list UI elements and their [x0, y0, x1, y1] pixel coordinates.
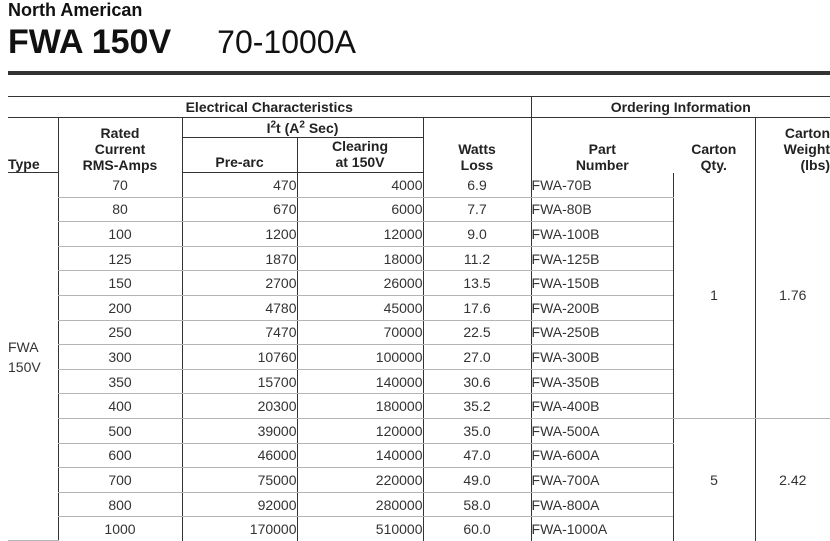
prearc-cell: 170000 — [182, 517, 297, 541]
prearc-cell: 1200 — [182, 222, 297, 247]
title-rule — [8, 71, 830, 75]
clearing-cell: 220000 — [297, 468, 423, 493]
part-number-cell: FWA-125B — [531, 246, 673, 271]
model-title: FWA 150V — [8, 23, 172, 61]
rated-cell: 200 — [58, 295, 182, 320]
part-number-cell: FWA-80B — [531, 197, 673, 222]
col-carton-weight-line2: Weight — [783, 140, 830, 157]
table-row — [8, 418, 830, 443]
col-clearing-line1: Clearing — [331, 138, 388, 154]
rated-cell: 300 — [58, 345, 182, 370]
prearc-cell: 470 — [182, 173, 297, 198]
col-carton-weight-line3: (lbs) — [800, 156, 830, 173]
col-type-header: Type — [8, 118, 58, 173]
watts-cell: 13.5 — [423, 271, 531, 296]
rated-cell: 500 — [58, 418, 182, 443]
rated-cell: 400 — [58, 394, 182, 419]
carton-weight-cell: 2.42 — [755, 418, 830, 540]
part-number-cell: FWA-150B — [531, 271, 673, 296]
clearing-cell: 140000 — [297, 369, 423, 394]
rated-cell: 350 — [58, 369, 182, 394]
carton-weight-cell: 1.76 — [755, 173, 830, 419]
col-carton-qty-line1: Carton — [691, 140, 737, 157]
col-rated-line1: Rated — [100, 124, 140, 141]
col-carton-weight-line1: Carton — [784, 124, 830, 141]
clearing-cell: 45000 — [297, 295, 423, 320]
part-number-cell: FWA-1000A — [531, 517, 673, 541]
prearc-cell: 20300 — [182, 394, 297, 419]
watts-cell: 30.6 — [423, 369, 531, 394]
watts-cell: 17.6 — [423, 295, 531, 320]
prearc-cell: 10760 — [182, 345, 297, 370]
table-row — [8, 173, 830, 198]
part-number-cell: FWA-400B — [531, 394, 673, 419]
col-carton-weight-header — [755, 118, 830, 173]
rated-cell: 250 — [58, 320, 182, 345]
part-number-cell: FWA-300B — [531, 345, 673, 370]
col-part-header — [531, 118, 673, 173]
prearc-cell: 46000 — [182, 443, 297, 468]
watts-cell: 35.2 — [423, 394, 531, 419]
clearing-cell: 120000 — [297, 418, 423, 443]
part-number-cell: FWA-200B — [531, 295, 673, 320]
prearc-cell: 15700 — [182, 369, 297, 394]
part-number-cell: FWA-70B — [531, 173, 673, 198]
prearc-cell: 7470 — [182, 320, 297, 345]
clearing-cell: 12000 — [297, 222, 423, 247]
watts-cell: 11.2 — [423, 246, 531, 271]
part-number-cell: FWA-350B — [531, 369, 673, 394]
rated-cell: 700 — [58, 468, 182, 493]
col-part-line2: Number — [575, 156, 629, 173]
prearc-cell: 1870 — [182, 246, 297, 271]
amp-range-title: 70-1000A — [217, 24, 356, 60]
i2t-label: $I^2t$ ($A^2$ Sec) — [266, 118, 339, 136]
watts-cell: 9.0 — [423, 222, 531, 247]
clearing-cell: 100000 — [297, 345, 423, 370]
clearing-cell: 4000 — [297, 173, 423, 198]
part-number-cell: FWA-100B — [531, 222, 673, 247]
type-cell — [8, 173, 58, 541]
watts-cell: 60.0 — [423, 517, 531, 541]
clearing-cell: 70000 — [297, 320, 423, 345]
rated-cell: 1000 — [58, 517, 182, 541]
clearing-cell: 140000 — [297, 443, 423, 468]
clearing-cell: 180000 — [297, 394, 423, 419]
rated-cell: 150 — [58, 271, 182, 296]
col-rated-line2: Current — [94, 140, 146, 157]
clearing-cell: 6000 — [297, 197, 423, 222]
spec-table — [8, 96, 830, 541]
type-line1: FWA — [8, 338, 39, 355]
rated-cell: 800 — [58, 492, 182, 517]
col-watts-line2: Loss — [460, 156, 494, 173]
watts-cell: 58.0 — [423, 492, 531, 517]
col-carton-qty-header — [673, 118, 755, 173]
i2t-header — [182, 118, 423, 138]
clearing-cell: 26000 — [297, 271, 423, 296]
col-rated-line3: RMS-Amps — [82, 156, 158, 173]
col-rated-header — [58, 118, 182, 173]
col-watts-line1: Watts — [458, 140, 496, 157]
prearc-cell: 39000 — [182, 418, 297, 443]
col-part-line1: Part — [588, 140, 616, 157]
clearing-cell: 280000 — [297, 492, 423, 517]
prearc-cell: 4780 — [182, 295, 297, 320]
type-line2: 150V — [8, 358, 41, 375]
clearing-cell: 510000 — [297, 517, 423, 541]
rated-cell: 70 — [58, 173, 182, 198]
col-watts-header — [423, 118, 531, 173]
prearc-cell: 92000 — [182, 492, 297, 517]
watts-cell: 35.0 — [423, 418, 531, 443]
part-number-cell: FWA-500A — [531, 418, 673, 443]
part-number-cell: FWA-800A — [531, 492, 673, 517]
col-clearing-header — [297, 138, 423, 173]
col-clearing-line2: at 150V — [335, 154, 385, 170]
watts-cell: 7.7 — [423, 197, 531, 222]
part-number-cell: FWA-700A — [531, 468, 673, 493]
page-title — [8, 22, 356, 69]
rated-cell: 100 — [58, 222, 182, 247]
rated-cell: 600 — [58, 443, 182, 468]
clearing-cell: 18000 — [297, 246, 423, 271]
group-ordering: Ordering Information — [531, 97, 830, 118]
prearc-cell: 75000 — [182, 468, 297, 493]
part-number-cell: FWA-250B — [531, 320, 673, 345]
watts-cell: 22.5 — [423, 320, 531, 345]
col-carton-qty-line2: Qty. — [700, 156, 727, 173]
watts-cell: 27.0 — [423, 345, 531, 370]
rated-cell: 80 — [58, 197, 182, 222]
prearc-cell: 670 — [182, 197, 297, 222]
watts-cell: 49.0 — [423, 468, 531, 493]
part-number-cell: FWA-600A — [531, 443, 673, 468]
carton-qty-cell: 1 — [673, 173, 755, 419]
rated-cell: 125 — [58, 246, 182, 271]
carton-qty-cell: 5 — [673, 418, 755, 540]
series-label: North American — [8, 0, 143, 20]
watts-cell: 6.9 — [423, 173, 531, 198]
col-prearc-header: Pre-arc — [182, 138, 297, 173]
prearc-cell: 2700 — [182, 271, 297, 296]
group-electrical: Electrical Characteristics — [8, 97, 531, 118]
watts-cell: 47.0 — [423, 443, 531, 468]
